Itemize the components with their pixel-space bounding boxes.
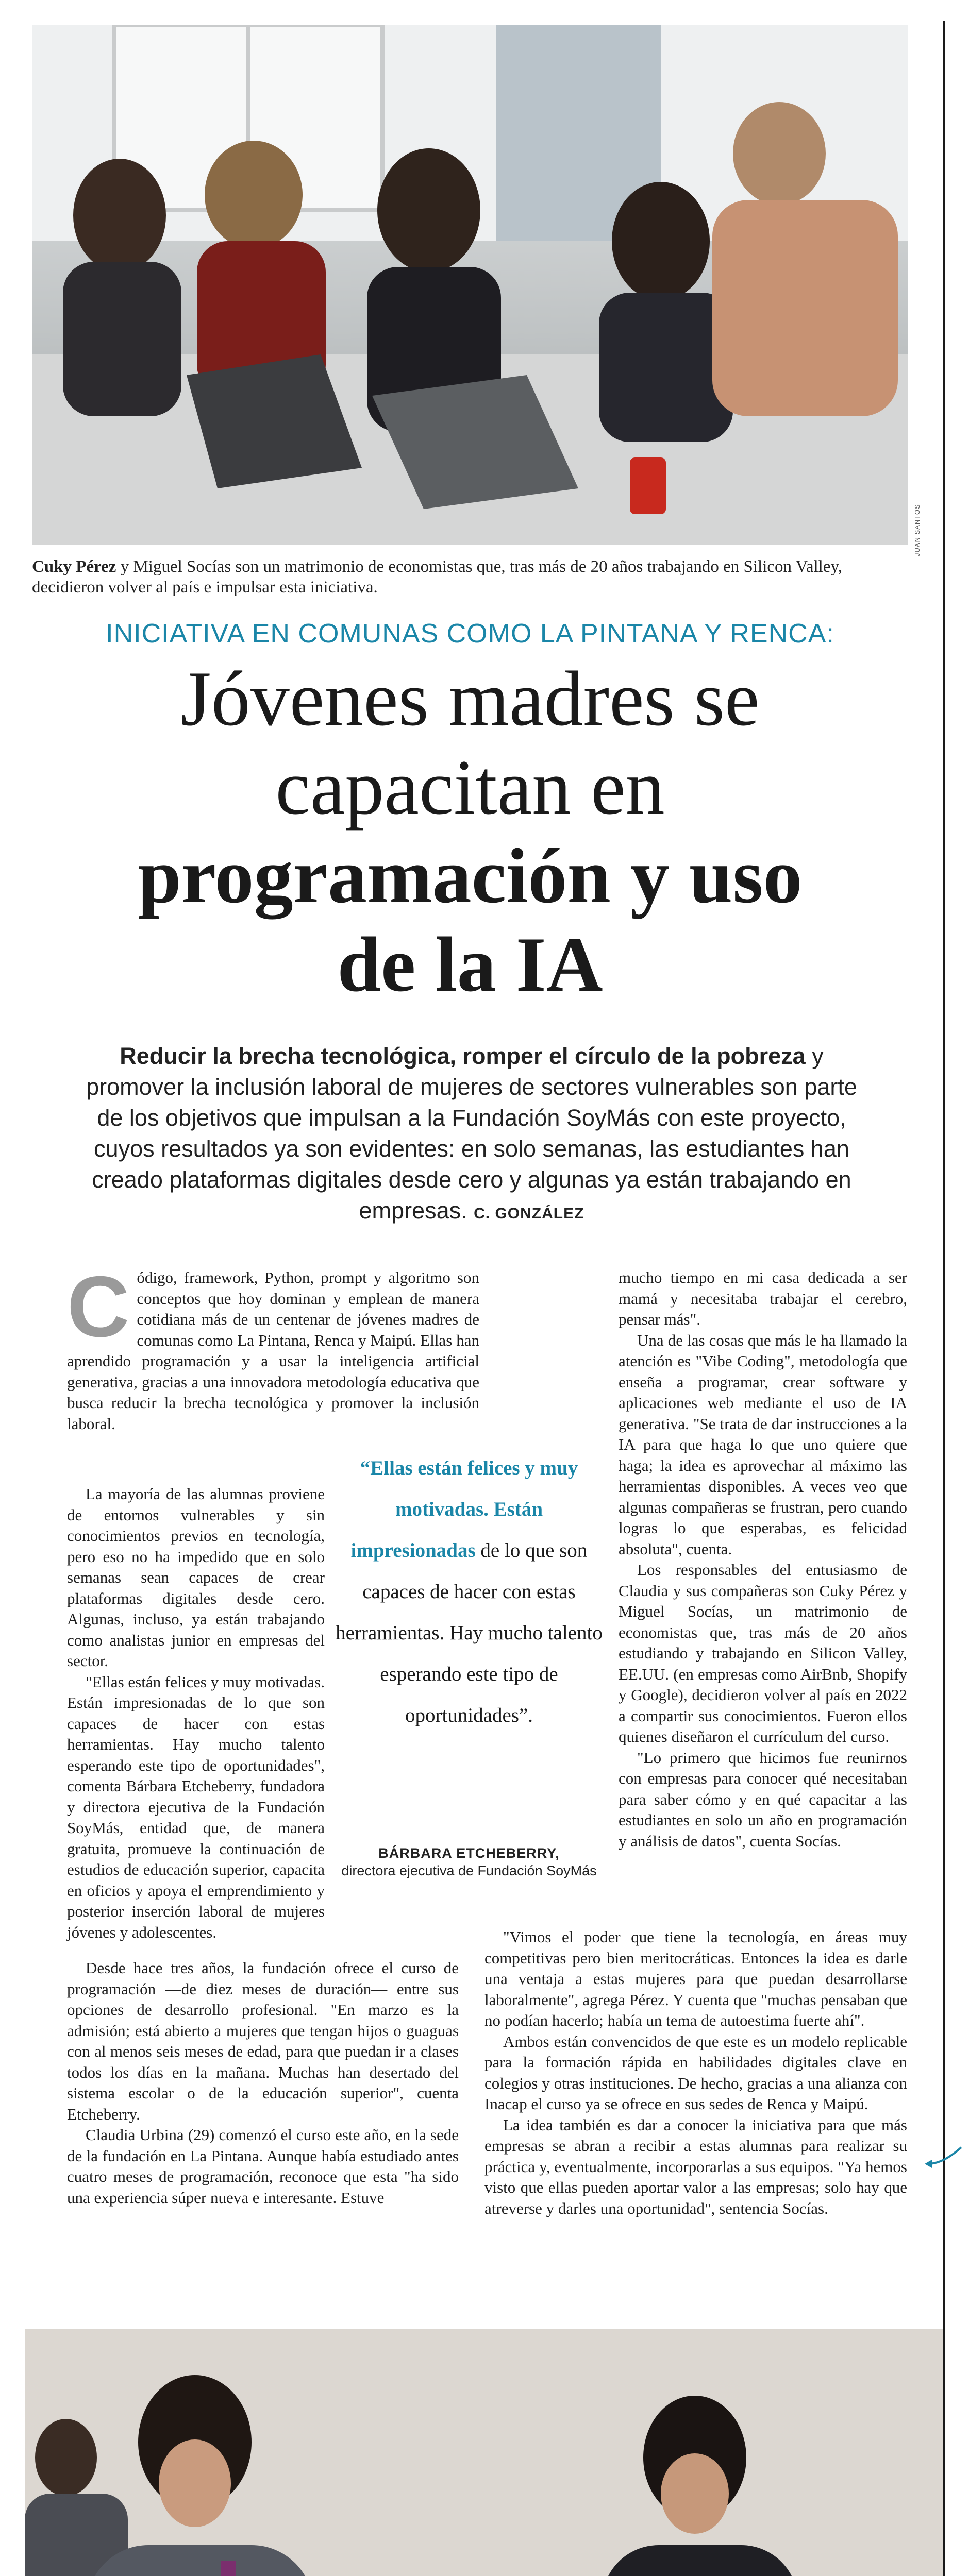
curved-arrow-icon bbox=[923, 2143, 964, 2174]
classroom-photo-illustration bbox=[32, 25, 908, 545]
headline bbox=[32, 654, 908, 1009]
body-paragraph-1 bbox=[67, 1258, 479, 1434]
pull-quote-author bbox=[335, 1844, 603, 1879]
column-1-narrow bbox=[67, 1484, 325, 1943]
body-paragraph-5: Claudia Urbina (29) comenzó el curso este año, en la sede de la fundación en La Pintana. Aunque había estudiado antes cuatro meses de programación, reconoce que esta "ha sido una experiencia súper nueva e interesante. Estuve bbox=[67, 2126, 459, 2207]
body-paragraph-3: "Ellas están felices y muy motivadas. Están impresionadas de lo que son capaces de hacer con estas herramientas. Hay mucho talento esperando este tipo de oportunidades", comenta Bárbara Etcheberry, fundadora y directora ejecutiva de la Fundación SoyMás, entidad que, de manera gratuita, promueve la continuación de estudios de educación superior, capacita en oficios y apoya el emprendimiento y posterior inserción laboral de mujeres jóvenes y adolescentes. bbox=[67, 1672, 325, 1941]
body-paragraph-6: mucho tiempo en mi casa dedicada a ser mamá y necesitaba trabajar el cerebro, pensar más". bbox=[619, 1268, 907, 1328]
pull-quote-author-role: directora ejecutiva de Fundación SoyMás bbox=[341, 1863, 597, 1878]
dropcap: C bbox=[67, 1258, 130, 1355]
column-2-wide bbox=[484, 1927, 907, 2219]
pull-quote bbox=[335, 1448, 603, 1736]
kicker: INICIATIVA EN COMUNAS COMO LA PINTANA Y RENCA: bbox=[106, 619, 834, 649]
deck-text: y promover la inclusión laboral de mujeres de sectores vulnerables son parte de los objetivos que impulsan a la Fundación SoyMás con este proyecto, cuyos resultados ya son evidentes: en solo semanas, las estudiantes han creado plataformas digitales desde cero y algunas ya están trabajando en empresas. bbox=[86, 1043, 857, 1224]
body-paragraph-7: Una de las cosas que más le ha llamado la atención es "Vibe Coding", metodología que enseña a programar, crear software y aplicaciones web mediante el uso de IA generativa. "Se trata de dar instrucciones a la IA para que haga lo que uno quiere que haga; la idea es aprovechar al máximo las herramientas disponibles. A veces veo que algunas compañeras se frustran, pero cuando logras lo que esperabas, es felicidad absoluta", cuenta. bbox=[619, 1331, 907, 1558]
pull-quote-author-name: BÁRBARA ETCHEBERRY, bbox=[378, 1845, 560, 1861]
body-paragraph-9: "Lo primero que hicimos fue reunirnos con empresas para conocer qué necesitaban para saber cómo y en qué capacitar a las estudiantes en solo un año en programación y análisis de datos", cuenta Socías. bbox=[619, 1748, 907, 1850]
body-paragraph-2: La mayoría de las alumnas proviene de entornos vulnerables y sin conocimientos previos en tecnología, pero eso no ha impedido que en solo semanas sean capaces de crear plataformas digitales desde cero. Algunas, incluso, ya están trabajando como analistas junior en empresas del sector. bbox=[67, 1485, 325, 1670]
adjacent-page-edge bbox=[946, 0, 969, 2576]
pull-quote-text: de lo que son capaces de hacer con estas herramientas. Hay mucho talento esperando este tipo de oportunidades”. bbox=[336, 1539, 603, 1726]
body-paragraph-11: Ambos están convencidos de que este es un modelo replicable para la formación rápida en habilidades digitales clave en colegios y otras instituciones. De hecho, gracias a una alianza con Inacap el curso ya se ofrece en sus sedes de Renca y Maipú. bbox=[484, 2032, 907, 2113]
students-photo-illustration bbox=[25, 2329, 943, 2576]
bottom-photo bbox=[25, 2329, 943, 2576]
headline-line-4: de la IA bbox=[337, 921, 603, 1008]
body-paragraph-12: La idea también es dar a conocer la iniciativa para que más empresas se abran a recibir a estas alumnas para realizar su práctica y, eventualmente, incorporarlas a sus equipos. "Ya hemos visto que ellas pueden aportar valor a las empresas; solo hay que atreverse y darles una oportunidad", sentencia Socías. bbox=[484, 2115, 907, 2217]
caption-text: y Miguel Socías son un matrimonio de economistas que, tras más de 20 años trabajando en Silicon Valley, decidieron volver al país e impulsar esta iniciativa. bbox=[32, 557, 843, 597]
byline: C. GONZÁLEZ bbox=[474, 1205, 584, 1222]
deck bbox=[77, 1041, 866, 1229]
body-paragraph-8: Los responsables del entusiasmo de Claudia y sus compañeras son Cuky Pérez y Miguel Socías, un matrimonio de economistas que, tras más de 20 años estudiando y trabajando en Silicon Valley, EE.UU. (en empresas como AirBnb, Shopify y Google), decidieron volver al país en 2022 a compartir sus conocimientos. Fueron ellos quienes diseñaron el currículum del curso. bbox=[619, 1561, 907, 1745]
top-photo-credit: JUAN SANTOS bbox=[913, 504, 921, 556]
top-photo bbox=[32, 25, 908, 545]
pull-quote-highlight: “Ellas están felices y muy motivadas. Están impresionadas bbox=[350, 1457, 578, 1562]
headline-line-3: programación y uso bbox=[138, 833, 803, 919]
column-3 bbox=[619, 1267, 907, 1852]
headline-line-2: capacitan en bbox=[275, 744, 665, 831]
body-paragraph-4: Desde hace tres años, la fundación ofrece el curso de programación —de diez meses de duración— entre sus opciones de desarrollo profesional. "En marzo es la admisión; está abierto a mujeres que tengan hijos o guaguas con al menos seis meses de edad, para que puedan ir a clases todos los días en la mañana. Muchas han desertado del sistema escolar o de la educación superior", cuenta Etcheberry. bbox=[67, 1959, 459, 2123]
column-1-lower bbox=[67, 1958, 459, 2208]
deck-bold: Reducir la brecha tecnológica, romper el círculo de la pobreza bbox=[120, 1043, 806, 1069]
top-photo-caption bbox=[32, 556, 908, 598]
column-1-top bbox=[67, 1258, 479, 1434]
headline-line-1: Jóvenes madres se bbox=[180, 655, 760, 742]
body-paragraph-1-text: ódigo, framework, Python, prompt y algoritmo son conceptos que hoy dominan y emplean de manera cotidiana más de un centenar de jóvenes madres de comunas como La Pintana, Renca y Maipú. Ellas han aprendido programación y a usar la inteligencia artificial generativa, gracias a una innovadora metodología educativa que busca reducir la brecha tecnológica y promover la inclusión laboral. bbox=[67, 1268, 479, 1433]
body-paragraph-10: "Vimos el poder que tiene la tecnología, en áreas muy competitivas pero bien meritocráticas. Entonces la idea es darle una ventaja a estas mujeres para que puedan desarrollarse laboralmente", agrega Pérez. Y cuenta que "muchas pensaban que no podían hacerlo; había un tema de autoestima fuerte ahí". bbox=[484, 1928, 907, 2029]
column-rule bbox=[943, 21, 945, 2576]
caption-name: Cuky Pérez bbox=[32, 557, 116, 576]
